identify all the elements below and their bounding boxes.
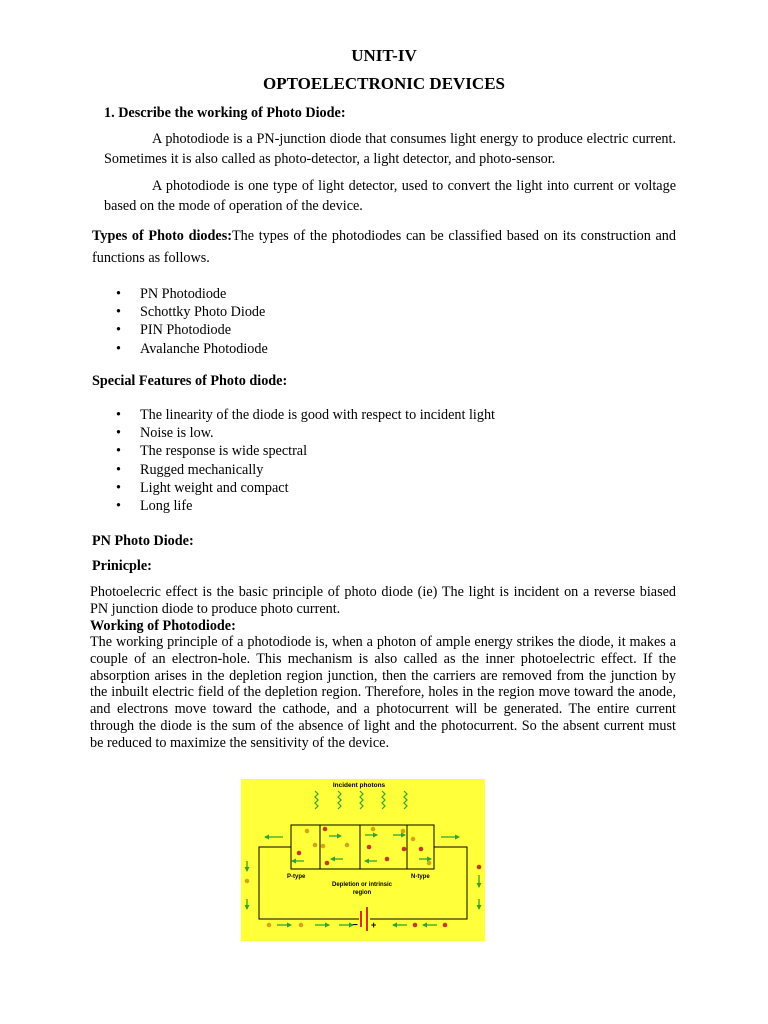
- unit-subtitle: OPTOELECTRONIC DEVICES: [263, 74, 505, 93]
- pn-heading: PN Photo Diode:: [92, 533, 194, 549]
- list-item: • Schottky Photo Diode: [116, 303, 268, 321]
- minus-sign: −: [352, 920, 358, 931]
- list-item: • Avalanche Photodiode: [116, 340, 268, 358]
- types-paragraph: [92, 225, 676, 269]
- working-heading: Working of Photodiode:: [90, 618, 236, 634]
- intro-paragraph-1-text: A photodiode is a PN-junction diode that consumes light energy to produce electric current. Sometimes it is also called as photo-detector, a light detector, and photo-sensor.: [104, 131, 676, 167]
- depletion-label-line-1: Depletion or intrinsic: [331, 882, 393, 888]
- list-item: • The response is wide spectral: [116, 442, 495, 460]
- plus-sign: +: [371, 920, 377, 930]
- types-label: Types of Photo diodes:: [92, 228, 232, 244]
- n-type-label: N-type: [411, 874, 430, 880]
- intro-paragraph-1: [104, 129, 676, 169]
- principle-heading: Prinicple:: [92, 558, 152, 574]
- depletion-label-line-2: region: [352, 890, 372, 896]
- list-item: • Noise is low.: [116, 424, 495, 442]
- incident-photons-label: Incident photons: [332, 782, 386, 789]
- list-item: • The linearity of the diode is good with respect to incident light: [116, 406, 495, 424]
- diagram-background: [241, 779, 485, 941]
- question-heading: 1. Describe the working of Photo Diode:: [104, 105, 346, 121]
- list-item: • Long life: [116, 497, 495, 515]
- intro-paragraph-2-text: A photodiode is one type of light detector, used to convert the light into current or voltage based on the mode of operation of the device.: [104, 178, 676, 214]
- photodiode-diagram: [241, 779, 485, 941]
- list-item: • PIN Photodiode: [116, 321, 268, 339]
- principle-text: Photoelecric effect is the basic principle of photo diode (ie) The light is incident on a reverse biased PN junction diode to produce photo current.: [90, 584, 676, 617]
- working-text: The working principle of a photodiode is, when a photon of ample energy strikes the diode, it makes a couple of an electron-hole. This mechanism is also called as the inner photoelectric effect. If the absorption arises in the depletion region junction, then the carriers are removed from the junction by the inbuilt electric field of the depletion region. Therefore, holes in the region move toward the anode, and electrons move toward the cathode, and a photocurrent will be generated. The entire current through the diode is the sum of the absence of light and the photocurrent. So the absent current must be reduced to maximize the sensitivity of the device.: [90, 634, 676, 751]
- features-list: [116, 406, 495, 515]
- unit-title: UNIT-IV: [351, 46, 417, 65]
- types-text: The types of the photodiodes can be classified based on its construction and functions as follows.: [92, 228, 676, 266]
- features-heading: Special Features of Photo diode:: [92, 373, 288, 389]
- list-item: • PN Photodiode: [116, 285, 268, 303]
- p-type-label: P-type: [287, 874, 306, 880]
- types-list: [116, 285, 268, 358]
- list-item: • Rugged mechanically: [116, 461, 495, 479]
- intro-paragraph-2: [104, 176, 676, 216]
- list-item: • Light weight and compact: [116, 479, 495, 497]
